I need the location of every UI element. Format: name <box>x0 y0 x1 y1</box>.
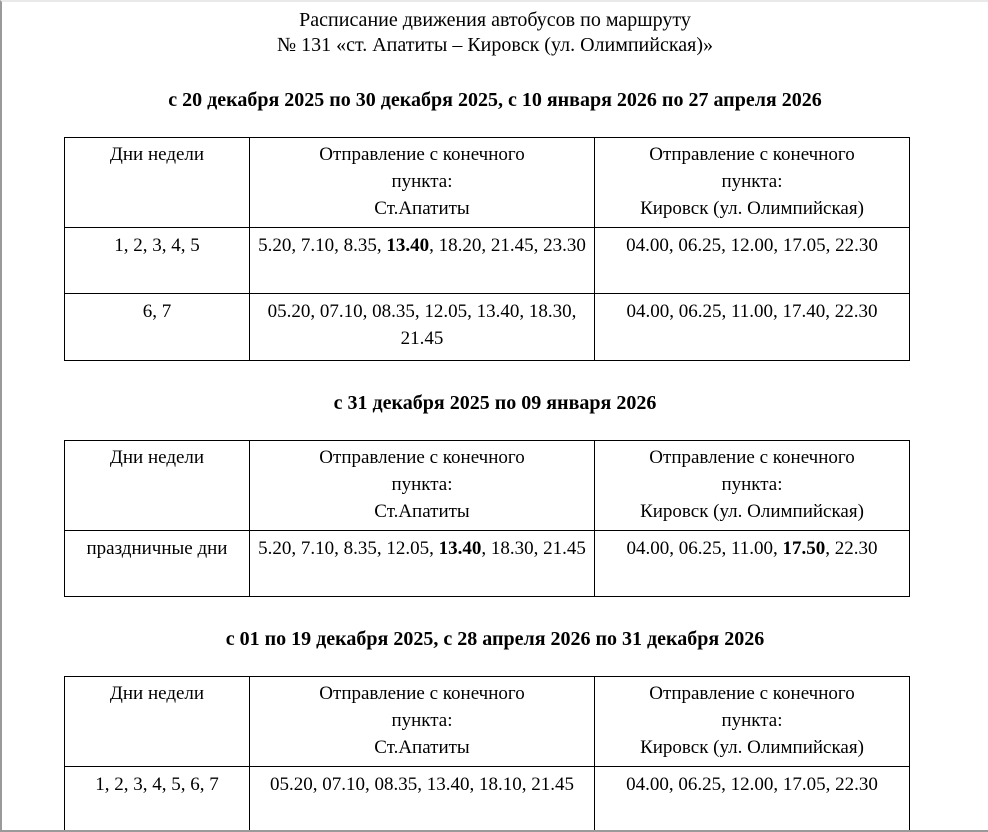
header-line: пункта: <box>721 710 783 731</box>
schedule-section-1 <box>2 89 988 361</box>
header-line: пункта: <box>721 171 783 192</box>
time-values: 05.20, 07.10, 08.35, 13.40, 18.10, 21.45 <box>270 774 574 795</box>
schedule-table-1 <box>64 137 910 361</box>
header-line: Отправление с конечного <box>649 683 855 704</box>
header-line: пункта: <box>391 474 453 495</box>
kirovsk-times-cell <box>595 767 910 832</box>
time-values: 5.20, 7.10, 8.35, 12.05, <box>258 538 439 559</box>
period-heading-1: с 20 декабря 2025 по 30 декабря 2025, с 10 января 2026 по 27 апреля 2026 <box>168 89 822 111</box>
time-values: 04.00, 06.25, 11.00, <box>626 538 783 559</box>
apatity-column-header <box>250 677 595 767</box>
apatity-column-header <box>250 441 595 531</box>
document-title <box>2 8 988 58</box>
days-cell: 1, 2, 3, 4, 5 <box>65 228 250 294</box>
days-column-header: Дни недели <box>65 441 250 531</box>
table-row <box>65 228 910 294</box>
header-line: Отправление с конечного <box>649 144 855 165</box>
kirovsk-times-cell <box>595 294 910 361</box>
document-title-line2: № 131 «ст. Апатиты – Кировск (ул. Олимпийская)» <box>277 34 713 56</box>
terminal-name: Кировск (ул. Олимпийская) <box>640 198 864 219</box>
terminal-name: Ст.Апатиты <box>374 198 470 219</box>
time-value-bold: 17.50 <box>782 538 826 559</box>
table-header-row <box>65 441 910 531</box>
days-cell: 1, 2, 3, 4, 5, 6, 7 <box>65 767 250 832</box>
time-value-bold: 13.40 <box>386 235 430 256</box>
days-column-header: Дни недели <box>65 138 250 228</box>
schedule-table-3 <box>64 676 910 832</box>
apatity-column-header <box>250 138 595 228</box>
header-line: Отправление с конечного <box>319 144 525 165</box>
time-values: , 18.30, 21.45 <box>481 538 586 559</box>
terminal-name: Ст.Апатиты <box>374 501 470 522</box>
kirovsk-column-header <box>595 138 910 228</box>
header-line: пункта: <box>391 171 453 192</box>
table-row <box>65 294 910 361</box>
schedule-section-3 <box>2 628 988 832</box>
table-header-row <box>65 138 910 228</box>
days-column-header: Дни недели <box>65 677 250 767</box>
terminal-name: Кировск (ул. Олимпийская) <box>640 501 864 522</box>
schedule-table-2 <box>64 440 910 597</box>
apatity-times-cell <box>250 228 595 294</box>
days-cell: 6, 7 <box>65 294 250 361</box>
apatity-times-cell <box>250 767 595 832</box>
period-heading-3: с 01 по 19 декабря 2025, с 28 апреля 2026 по 31 декабря 2026 <box>225 628 765 650</box>
table-row <box>65 531 910 597</box>
document-title-line1: Расписание движения автобусов по маршруту <box>299 9 691 31</box>
period-heading-2: с 31 декабря 2025 по 09 января 2026 <box>333 392 657 414</box>
apatity-times-cell <box>250 531 595 597</box>
kirovsk-times-cell <box>595 228 910 294</box>
header-line: Отправление с конечного <box>319 683 525 704</box>
time-values: 04.00, 06.25, 12.00, 17.05, 22.30 <box>626 774 878 795</box>
time-values: 5.20, 7.10, 8.35, <box>258 235 387 256</box>
days-cell: праздничные дни <box>65 531 250 597</box>
table-row <box>65 767 910 832</box>
time-values: , 22.30 <box>825 538 878 559</box>
time-values: 04.00, 06.25, 12.00, 17.05, 22.30 <box>626 235 878 256</box>
time-value-bold: 13.40 <box>438 538 482 559</box>
terminal-name: Ст.Апатиты <box>374 737 470 758</box>
time-values: 05.20, 07.10, 08.35, 12.05, 13.40, 18.30, 21.45 <box>267 301 577 349</box>
apatity-times-cell <box>250 294 595 361</box>
header-line: Отправление с конечного <box>319 447 525 468</box>
time-values: 04.00, 06.25, 11.00, 17.40, 22.30 <box>626 301 878 322</box>
table-header-row <box>65 677 910 767</box>
time-values: , 18.20, 21.45, 23.30 <box>429 235 586 256</box>
kirovsk-times-cell <box>595 531 910 597</box>
schedule-section-2 <box>2 392 988 597</box>
kirovsk-column-header <box>595 677 910 767</box>
header-line: пункта: <box>721 474 783 495</box>
kirovsk-column-header <box>595 441 910 531</box>
header-line: пункта: <box>391 710 453 731</box>
terminal-name: Кировск (ул. Олимпийская) <box>640 737 864 758</box>
header-line: Отправление с конечного <box>649 447 855 468</box>
